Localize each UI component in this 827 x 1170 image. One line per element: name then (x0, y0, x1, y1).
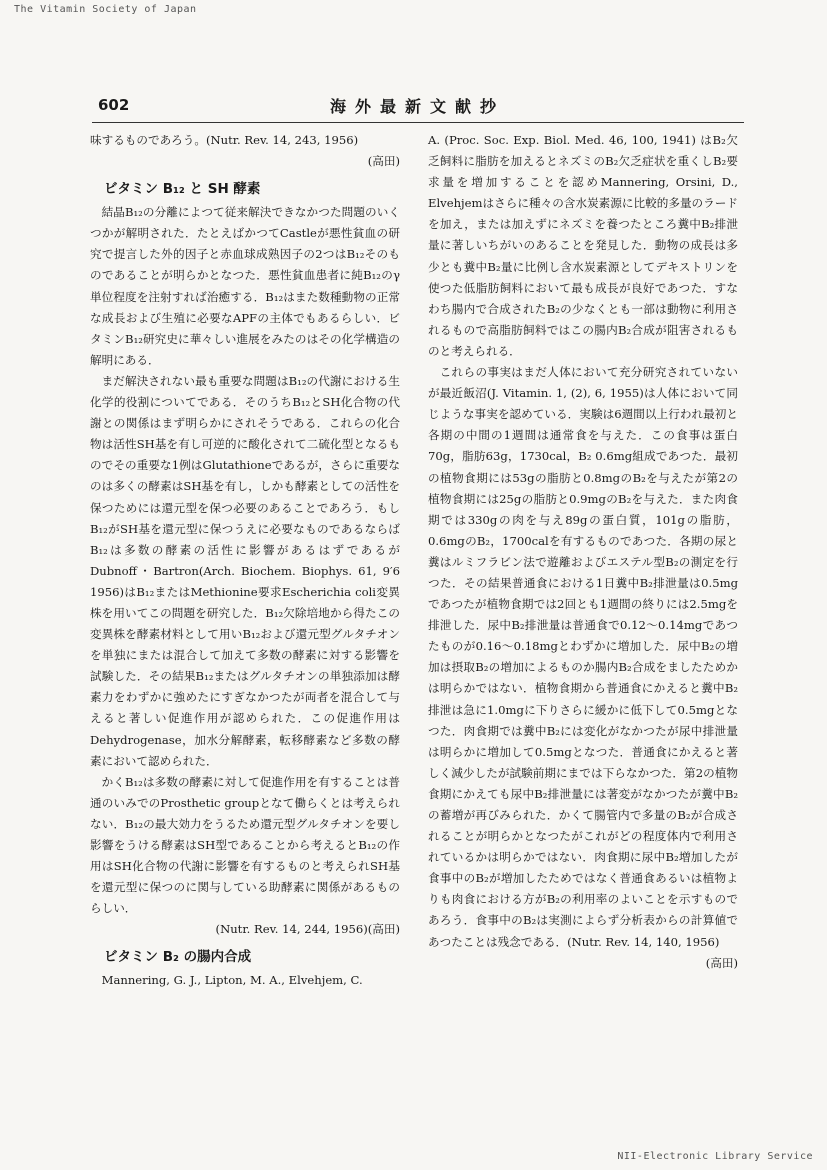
left-column (90, 130, 400, 992)
paragraph: まだ解決されない最も重要な問題はB₁₂の代謝における生化学的役割についてである．そのうちB₁₂とSH化合物の代謝との関係はまず明らかにされそうである．これらの化合物は活性SH基を有し可逆的に酸化されて二硫化型となるものでその重要な1例はGlutathioneであるが，さらに重要なのは多くの酵素はSH基を有し，しかも酵素としての活性を保つためには還元型を保つ必要のあることであろう．もしB₁₂がSH基を還元型に保つうえに必要なものであるならばB₁₂は多数の酵素の活性に影響があるはずであるがDubnoff・Bartron(Arch. Biochem. Biophys. 61, 9′6 1956)はB₁₂またはMethionine要求Escherichia coli変異株を用いてこの問題を研究した．B₁₂欠除培地から得たこの変異株を酵素材料として用いB₁₂および還元型グルタチオンを単独にまたは混合して加えて多数の酵素に対する影響を試験した．その結果B₁₂またはグルタチオンの単独添加は酵素力をわずかに強めたにすぎなかつたが両者を混合して与えると著しい促進作用が認められた．この促進作用はDehydrogenase，加水分解酵素，転移酵素など多数の酵素において認められた． (90, 373, 400, 768)
section-heading: ビタミン B₁₂ と SH 酵素 (104, 181, 261, 198)
paragraph: 味するものであろう。(Nutr. Rev. 14, 243, 1956) (90, 133, 359, 147)
header-rule (92, 122, 744, 123)
paragraph: A. (Proc. Soc. Exp. Biol. Med. 46, 100, 1941) はB₂欠乏飼料に脂肪を加えるとネズミのB₂欠乏症状を重くしB₂要求量を増加することを認めMannering, Orsini, D., Elvehjemはさらに種々の含水炭素源に比較的多量のラードを加え，または加えずにネズミを養つたところ糞中B₂排泄量に著しいちがいのあることを発見した．動物の成長は多少とも糞中B₂量に比例し含水炭素源としてデキストリンを使つた低脂肪飼料において最も成長が良好であつた．すなわち腸内で合成されたB₂の少なくとも一部は動物に利用されるもので高脂肪飼料ではこの腸内B₂合成が阻害されるものと考えられる． (428, 133, 738, 358)
paragraph: これらの事実はまだ人体において充分研究されていないが最近飯沼(J. Vitamin. 1, (2), 6, 1955)は人体において同じような事実を認めている．実験は6週間以上行われ最初と各期の中間の1週間は通常食を与えた．この食事は蛋白70g，脂肪63g，1730cal，B₂ 0.6mg組成であつた．最初の植物食期には53gの脂肪と0.8mgのB₂を与えたが第2の植物食期には25gの脂肪と0.9mgのB₂を与えた．また肉食期では330gの肉を与え89gの蛋白質，101gの脂肪，0.6mgのB₂，1700calを有するものであつた．各期の尿と糞はルミフラビン法で遊離およびエステル型B₂の測定を行つた．その結果普通食における1日糞中B₂排泄量は0.5mgであつたが植物食期では2回とも1週間の終りには2.5mgを排泄した．尿中B₂排泄量は普通食で0.12〜0.14mgであつたものが0.16〜0.18mgとわずかに増加した．尿中B₂の増加は摂取B₂の増加によるものか腸内B₂合成をましたためかは明らかではない．植物食期から普通食にかえると糞中B₂排泄は急に1.0mgに下りさらに緩かに低下して0.5mgとなつた．肉食期では糞中B₂には変化がなかつたが尿中排泄量は明らかに増加して0.5mgとなつた．普通食にかえると著しく減少したが試験前期にまでは下らなかつた．第2の植物食期にかえても尿中B₂排泄量には著変がなかつたが糞中B₂の蓄増が再びみられた．かくて腸管内で多量のB₂が合成されることが明らかとなつたがこれがどの程度体内で利用されているかは明らかではない．肉食期に尿中B₂増加したが食事中のB₂が増加したためではなく普通食あるいは植物よりも肉食における方がB₂の利用率のよいことを示すものであろう．食事中のB₂は実測によらず分析表からの計算値であつたことは残念である．(Nutr. Rev. 14, 140, 1956) (428, 365, 738, 949)
page-number: 602 (98, 96, 130, 114)
watermark-bottom: NII-Electronic Library Service (617, 1151, 813, 1162)
citation: (Nutr. Rev. 14, 244, 1956)(高田) (215, 922, 400, 937)
right-column (428, 130, 738, 974)
paragraph: かくB₁₂は多数の酵素に対して促進作用を有することは普通のいみでのProsthetic groupとなて働らくとは考えられない．B₁₂の最大効力をうるため還元型グルタチオンを要し影響をうける酵素はSH型であることから考えるとB₁₂の作用はSH化合物の代謝に影響を有するものと考えられSH基を還元型に保つのに関与している助酵素に関係があるものらしい． (90, 774, 400, 916)
paragraph: 結晶B₁₂の分離によつて従来解決できなかつた問題のいくつかが解明された．たとえばかつてCastleが悪性貧血の研究で提言した外的因子と赤血球成熟因子の2つはB₁₂そのものであることが明らかとなつた．悪性貧血患者に純B₁₂のγ単位程度を注射すれば治癒する．B₁₂はまた数種動物の正常な成長および生殖に必要なAPFの主体でもあるらしい．ビタミンB₁₂研究史に華々しい進展をみたのはその化学構造の解明にある． (90, 205, 400, 367)
watermark-top: The Vitamin Society of Japan (14, 4, 197, 15)
running-title: 海外最新文献抄 (330, 97, 506, 116)
paragraph: Mannering, G. J., Lipton, M. A., Elvehjem, C. (101, 973, 363, 988)
author-credit: (高田) (367, 154, 400, 169)
section-heading: ビタミン B₂ の腸内合成 (104, 949, 252, 966)
author-credit: (高田) (705, 955, 738, 970)
